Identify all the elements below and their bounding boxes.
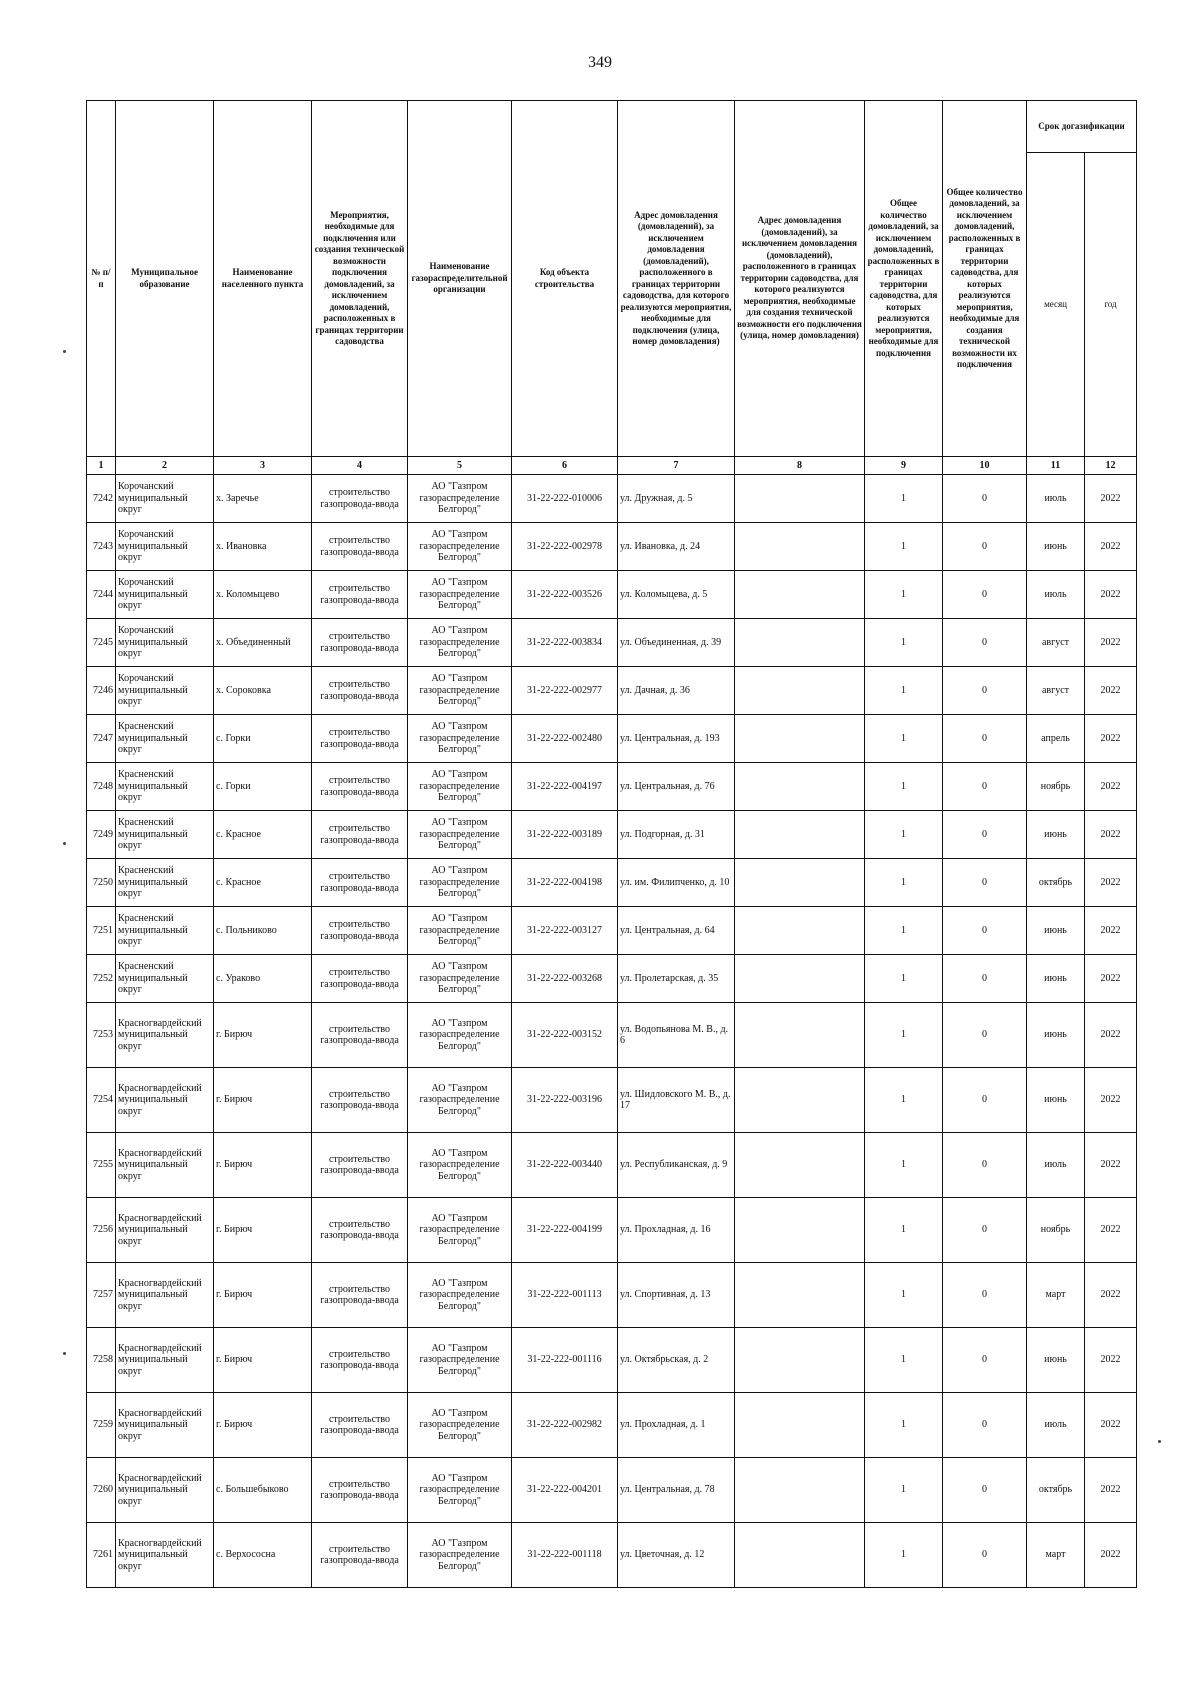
cell-year: 2022 [1085,955,1137,1003]
header-col-month: месяц [1027,153,1085,457]
cell-gas-org: АО "Газпром газораспределение Белгород" [408,763,512,811]
cell-gas-org: АО "Газпром газораспределение Белгород" [408,1263,512,1328]
table-row [87,1393,1137,1458]
cell-settlement: с. Красное [214,859,312,907]
cell-gas-org: АО "Газпром газораспределение Белгород" [408,1328,512,1393]
cell-count-connection: 1 [865,955,943,1003]
header-col-year: год [1085,153,1137,457]
cell-count-technical: 0 [943,1003,1027,1068]
cell-address-connection: ул. Центральная, д. 76 [618,763,735,811]
cell-address-technical [735,1328,865,1393]
cell-gas-org: АО "Газпром газораспределение Белгород" [408,955,512,1003]
cell-year: 2022 [1085,667,1137,715]
cell-count-connection: 1 [865,715,943,763]
table-row [87,1458,1137,1523]
cell-gas-org: АО "Газпром газораспределение Белгород" [408,811,512,859]
header-col-municipality: Муниципальное образование [116,101,214,457]
cell-measures: строительство газопровода-ввода [312,1068,408,1133]
cell-object-code: 31-22-222-003834 [512,619,618,667]
cell-measures: строительство газопровода-ввода [312,715,408,763]
column-number: 12 [1085,457,1137,475]
cell-measures: строительство газопровода-ввода [312,859,408,907]
cell-address-connection: ул. Цветочная, д. 12 [618,1523,735,1588]
cell-gas-org: АО "Газпром газораспределение Белгород" [408,1068,512,1133]
cell-gas-org: АО "Газпром газораспределение Белгород" [408,715,512,763]
cell-row-number: 7249 [87,811,116,859]
cell-year: 2022 [1085,475,1137,523]
cell-count-connection: 1 [865,1068,943,1133]
cell-settlement: г. Бирюч [214,1198,312,1263]
cell-settlement: г. Бирюч [214,1133,312,1198]
cell-count-technical: 0 [943,1133,1027,1198]
cell-municipality: Красногвардейский муниципальный округ [116,1198,214,1263]
cell-municipality: Корочанский муниципальный округ [116,619,214,667]
column-number: 1 [87,457,116,475]
table-row [87,1068,1137,1133]
cell-month: июнь [1027,1003,1085,1068]
cell-measures: строительство газопровода-ввода [312,1198,408,1263]
cell-count-connection: 1 [865,1133,943,1198]
cell-address-technical [735,955,865,1003]
cell-address-connection: ул. Объединенная, д. 39 [618,619,735,667]
table-row [87,1133,1137,1198]
cell-address-technical [735,1198,865,1263]
cell-month: март [1027,1263,1085,1328]
cell-municipality: Корочанский муниципальный округ [116,571,214,619]
header-col-address-technical: Адрес домовладения (домовладений), за исключением домовладения (домовладений), расположенного в границах территории садоводства, для которого реализуются мероприятия, необходимые для создания технической возможности его подключения (улица, номер домовладения) [735,101,865,457]
cell-address-technical [735,523,865,571]
cell-measures: строительство газопровода-ввода [312,475,408,523]
header-col-object-code: Код объекта строительства [512,101,618,457]
cell-year: 2022 [1085,811,1137,859]
cell-gas-org: АО "Газпром газораспределение Белгород" [408,1133,512,1198]
cell-address-technical [735,763,865,811]
cell-row-number: 7250 [87,859,116,907]
cell-address-technical [735,1133,865,1198]
cell-settlement: х. Объединенный [214,619,312,667]
cell-count-technical: 0 [943,1393,1027,1458]
cell-settlement: г. Бирюч [214,1068,312,1133]
cell-year: 2022 [1085,763,1137,811]
cell-address-connection: ул. Водопьянова М. В., д. 6 [618,1003,735,1068]
cell-count-connection: 1 [865,1003,943,1068]
table-row [87,955,1137,1003]
cell-row-number: 7261 [87,1523,116,1588]
cell-object-code: 31-22-222-004201 [512,1458,618,1523]
cell-gas-org: АО "Газпром газораспределение Белгород" [408,619,512,667]
cell-municipality: Красненский муниципальный округ [116,907,214,955]
table-row [87,907,1137,955]
cell-count-technical: 0 [943,715,1027,763]
cell-municipality: Красненский муниципальный округ [116,859,214,907]
cell-month: июнь [1027,1068,1085,1133]
cell-year: 2022 [1085,1198,1137,1263]
column-number: 5 [408,457,512,475]
cell-count-technical: 0 [943,907,1027,955]
cell-month: март [1027,1523,1085,1588]
cell-object-code: 31-22-222-003152 [512,1003,618,1068]
cell-gas-org: АО "Газпром газораспределение Белгород" [408,1003,512,1068]
cell-row-number: 7256 [87,1198,116,1263]
cell-month: июнь [1027,811,1085,859]
cell-gas-org: АО "Газпром газораспределение Белгород" [408,475,512,523]
cell-month: июнь [1027,1328,1085,1393]
cell-month: июль [1027,1133,1085,1198]
table-row [87,1198,1137,1263]
cell-settlement: х. Заречье [214,475,312,523]
cell-address-connection: ул. Центральная, д. 64 [618,907,735,955]
cell-count-connection: 1 [865,1393,943,1458]
cell-gas-org: АО "Газпром газораспределение Белгород" [408,1523,512,1588]
cell-year: 2022 [1085,523,1137,571]
cell-count-technical: 0 [943,619,1027,667]
cell-address-technical [735,1263,865,1328]
cell-year: 2022 [1085,571,1137,619]
cell-settlement: с. Польниково [214,907,312,955]
table-row [87,1328,1137,1393]
cell-measures: строительство газопровода-ввода [312,1523,408,1588]
cell-measures: строительство газопровода-ввода [312,619,408,667]
cell-object-code: 31-22-222-002978 [512,523,618,571]
column-number: 9 [865,457,943,475]
cell-settlement: с. Горки [214,763,312,811]
cell-measures: строительство газопровода-ввода [312,523,408,571]
cell-object-code: 31-22-222-001118 [512,1523,618,1588]
cell-year: 2022 [1085,1523,1137,1588]
cell-address-technical [735,667,865,715]
cell-month: август [1027,619,1085,667]
cell-address-technical [735,619,865,667]
header-col-gas-org: Наименование газораспределительной организации [408,101,512,457]
cell-settlement: х. Коломыцево [214,571,312,619]
cell-address-technical [735,1458,865,1523]
header-col-settlement: Наименование населенного пункта [214,101,312,457]
cell-year: 2022 [1085,1003,1137,1068]
cell-count-connection: 1 [865,763,943,811]
cell-count-technical: 0 [943,1198,1027,1263]
column-number: 7 [618,457,735,475]
cell-row-number: 7246 [87,667,116,715]
cell-gas-org: АО "Газпром газораспределение Белгород" [408,859,512,907]
cell-object-code: 31-22-222-001116 [512,1328,618,1393]
cell-year: 2022 [1085,1328,1137,1393]
cell-measures: строительство газопровода-ввода [312,955,408,1003]
cell-count-technical: 0 [943,763,1027,811]
table-row [87,1263,1137,1328]
cell-month: октябрь [1027,1458,1085,1523]
cell-settlement: с. Горки [214,715,312,763]
cell-gas-org: АО "Газпром газораспределение Белгород" [408,1458,512,1523]
cell-address-technical [735,907,865,955]
cell-object-code: 31-22-222-003268 [512,955,618,1003]
header-group-deadline: Срок догазификации [1027,101,1137,153]
cell-address-technical [735,1068,865,1133]
cell-month: июнь [1027,907,1085,955]
table-row [87,763,1137,811]
cell-row-number: 7257 [87,1263,116,1328]
cell-count-technical: 0 [943,1458,1027,1523]
cell-settlement: с. Большебыково [214,1458,312,1523]
cell-month: октябрь [1027,859,1085,907]
cell-object-code: 31-22-222-004198 [512,859,618,907]
header-col-count-connection: Общее количество домовладений, за исключением домовладений, расположенных в границах территории садоводства, для которых реализуются мероприятия, необходимые для подключения [865,101,943,457]
cell-count-connection: 1 [865,667,943,715]
cell-municipality: Красногвардейский муниципальный округ [116,1523,214,1588]
cell-object-code: 31-22-222-003440 [512,1133,618,1198]
cell-object-code: 31-22-222-002977 [512,667,618,715]
cell-month: июль [1027,1393,1085,1458]
cell-month: ноябрь [1027,1198,1085,1263]
cell-count-connection: 1 [865,523,943,571]
cell-gas-org: АО "Газпром газораспределение Белгород" [408,571,512,619]
cell-address-technical [735,1393,865,1458]
cell-measures: строительство газопровода-ввода [312,1263,408,1328]
cell-object-code: 31-22-222-003127 [512,907,618,955]
cell-settlement: г. Бирюч [214,1328,312,1393]
table-row [87,1523,1137,1588]
cell-count-connection: 1 [865,475,943,523]
cell-measures: строительство газопровода-ввода [312,811,408,859]
cell-measures: строительство газопровода-ввода [312,571,408,619]
cell-measures: строительство газопровода-ввода [312,1133,408,1198]
cell-row-number: 7251 [87,907,116,955]
cell-object-code: 31-22-222-003189 [512,811,618,859]
cell-gas-org: АО "Газпром газораспределение Белгород" [408,1198,512,1263]
cell-object-code: 31-22-222-010006 [512,475,618,523]
cell-year: 2022 [1085,1263,1137,1328]
cell-month: июль [1027,571,1085,619]
cell-address-connection: ул. Республиканская, д. 9 [618,1133,735,1198]
cell-settlement: с. Верхососна [214,1523,312,1588]
cell-object-code: 31-22-222-004199 [512,1198,618,1263]
cell-municipality: Красненский муниципальный округ [116,811,214,859]
cell-address-connection: ул. Коломыцева, д. 5 [618,571,735,619]
cell-settlement: г. Бирюч [214,1263,312,1328]
cell-row-number: 7244 [87,571,116,619]
header-col-count-technical: Общее количество домовладений, за исключением домовладений, расположенных в границах территории садоводства, для которых реализуются мероприятия, необходимые для создания технической возможности их подключения [943,101,1027,457]
cell-address-connection: ул. Спортивная, д. 13 [618,1263,735,1328]
cell-municipality: Красненский муниципальный округ [116,715,214,763]
table-row [87,523,1137,571]
cell-row-number: 7254 [87,1068,116,1133]
cell-measures: строительство газопровода-ввода [312,667,408,715]
cell-municipality: Корочанский муниципальный округ [116,523,214,571]
cell-measures: строительство газопровода-ввода [312,1458,408,1523]
cell-year: 2022 [1085,619,1137,667]
gasification-register-table [86,100,1137,1588]
table-header [87,101,1137,475]
cell-gas-org: АО "Газпром газораспределение Белгород" [408,907,512,955]
column-number: 11 [1027,457,1085,475]
cell-month: июнь [1027,955,1085,1003]
table-row [87,571,1137,619]
cell-count-technical: 0 [943,1328,1027,1393]
cell-address-connection: ул. Подгорная, д. 31 [618,811,735,859]
cell-measures: строительство газопровода-ввода [312,1328,408,1393]
cell-count-technical: 0 [943,1068,1027,1133]
cell-address-connection: ул. Пролетарская, д. 35 [618,955,735,1003]
column-number: 6 [512,457,618,475]
cell-count-technical: 0 [943,1263,1027,1328]
cell-municipality: Красногвардейский муниципальный округ [116,1393,214,1458]
column-number-row [87,457,1137,475]
cell-count-technical: 0 [943,571,1027,619]
cell-address-technical [735,811,865,859]
table-row [87,811,1137,859]
cell-year: 2022 [1085,859,1137,907]
page-number: 349 [588,54,612,71]
cell-address-connection: ул. Дачная, д. 36 [618,667,735,715]
header-col-address-connection: Адрес домовладения (домовладений), за исключением домовладения (домовладений), расположенного в границах территории садоводства, для которого реализуются мероприятия, необходимые для подключения (улица, номер домовладения) [618,101,735,457]
cell-object-code: 31-22-222-001113 [512,1263,618,1328]
cell-object-code: 31-22-222-003196 [512,1068,618,1133]
table-row [87,715,1137,763]
cell-address-connection: ул. Прохладная, д. 16 [618,1198,735,1263]
cell-row-number: 7258 [87,1328,116,1393]
cell-address-connection: ул. Октябрьская, д. 2 [618,1328,735,1393]
cell-count-connection: 1 [865,907,943,955]
cell-measures: строительство газопровода-ввода [312,1393,408,1458]
cell-measures: строительство газопровода-ввода [312,1003,408,1068]
cell-row-number: 7243 [87,523,116,571]
cell-object-code: 31-22-222-004197 [512,763,618,811]
column-number: 4 [312,457,408,475]
cell-count-technical: 0 [943,667,1027,715]
cell-count-connection: 1 [865,619,943,667]
cell-row-number: 7248 [87,763,116,811]
cell-address-technical [735,715,865,763]
cell-settlement: г. Бирюч [214,1393,312,1458]
cell-count-connection: 1 [865,1458,943,1523]
table-row [87,859,1137,907]
cell-settlement: с. Красное [214,811,312,859]
cell-year: 2022 [1085,1458,1137,1523]
cell-row-number: 7260 [87,1458,116,1523]
cell-municipality: Красногвардейский муниципальный округ [116,1133,214,1198]
cell-settlement: с. Ураково [214,955,312,1003]
cell-count-technical: 0 [943,1523,1027,1588]
header-col-number: № п/п [87,101,116,457]
cell-row-number: 7247 [87,715,116,763]
cell-address-technical [735,475,865,523]
cell-month: август [1027,667,1085,715]
cell-address-connection: ул. Прохладная, д. 1 [618,1393,735,1458]
cell-gas-org: АО "Газпром газораспределение Белгород" [408,1393,512,1458]
cell-address-connection: ул. Ивановка, д. 24 [618,523,735,571]
table-row [87,667,1137,715]
cell-address-technical [735,1523,865,1588]
cell-address-connection: ул. Дружная, д. 5 [618,475,735,523]
cell-address-technical [735,571,865,619]
cell-settlement: х. Ивановка [214,523,312,571]
cell-object-code: 31-22-222-003526 [512,571,618,619]
cell-month: июнь [1027,523,1085,571]
cell-object-code: 31-22-222-002480 [512,715,618,763]
cell-year: 2022 [1085,1393,1137,1458]
table-body [87,475,1137,1588]
cell-row-number: 7255 [87,1133,116,1198]
cell-count-technical: 0 [943,811,1027,859]
cell-settlement: г. Бирюч [214,1003,312,1068]
cell-address-connection: ул. Шидловского М. В., д. 17 [618,1068,735,1133]
cell-year: 2022 [1085,1068,1137,1133]
cell-address-connection: ул. Центральная, д. 193 [618,715,735,763]
cell-year: 2022 [1085,1133,1137,1198]
cell-address-connection: ул. Центральная, д. 78 [618,1458,735,1523]
cell-object-code: 31-22-222-002982 [512,1393,618,1458]
cell-count-connection: 1 [865,859,943,907]
column-number: 2 [116,457,214,475]
cell-municipality: Красногвардейский муниципальный округ [116,1068,214,1133]
cell-address-connection: ул. им. Филипченко, д. 10 [618,859,735,907]
cell-count-technical: 0 [943,859,1027,907]
cell-measures: строительство газопровода-ввода [312,763,408,811]
cell-year: 2022 [1085,907,1137,955]
cell-month: апрель [1027,715,1085,763]
cell-address-technical [735,1003,865,1068]
cell-count-connection: 1 [865,1523,943,1588]
cell-municipality: Корочанский муниципальный округ [116,475,214,523]
cell-municipality: Красненский муниципальный округ [116,763,214,811]
cell-row-number: 7253 [87,1003,116,1068]
column-number: 10 [943,457,1027,475]
cell-count-connection: 1 [865,1263,943,1328]
cell-count-technical: 0 [943,523,1027,571]
cell-gas-org: АО "Газпром газораспределение Белгород" [408,667,512,715]
cell-count-technical: 0 [943,955,1027,1003]
cell-month: ноябрь [1027,763,1085,811]
column-number: 8 [735,457,865,475]
cell-gas-org: АО "Газпром газораспределение Белгород" [408,523,512,571]
cell-month: июль [1027,475,1085,523]
cell-municipality: Красненский муниципальный округ [116,955,214,1003]
cell-municipality: Красногвардейский муниципальный округ [116,1003,214,1068]
cell-year: 2022 [1085,715,1137,763]
cell-municipality: Корочанский муниципальный округ [116,667,214,715]
column-number: 3 [214,457,312,475]
cell-settlement: х. Сороковка [214,667,312,715]
cell-municipality: Красногвардейский муниципальный округ [116,1458,214,1523]
table-row [87,1003,1137,1068]
cell-row-number: 7245 [87,619,116,667]
cell-count-connection: 1 [865,811,943,859]
table-row [87,475,1137,523]
cell-count-connection: 1 [865,1328,943,1393]
header-col-measures: Мероприятия, необходимые для подключения или создания технической возможности подключения домовладений, за исключением домовладений, расположенных в границах территории садоводства [312,101,408,457]
cell-row-number: 7242 [87,475,116,523]
cell-row-number: 7252 [87,955,116,1003]
cell-count-technical: 0 [943,475,1027,523]
cell-municipality: Красногвардейский муниципальный округ [116,1328,214,1393]
cell-count-connection: 1 [865,571,943,619]
cell-measures: строительство газопровода-ввода [312,907,408,955]
cell-row-number: 7259 [87,1393,116,1458]
cell-count-connection: 1 [865,1198,943,1263]
cell-address-technical [735,859,865,907]
table-row [87,619,1137,667]
cell-municipality: Красногвардейский муниципальный округ [116,1263,214,1328]
